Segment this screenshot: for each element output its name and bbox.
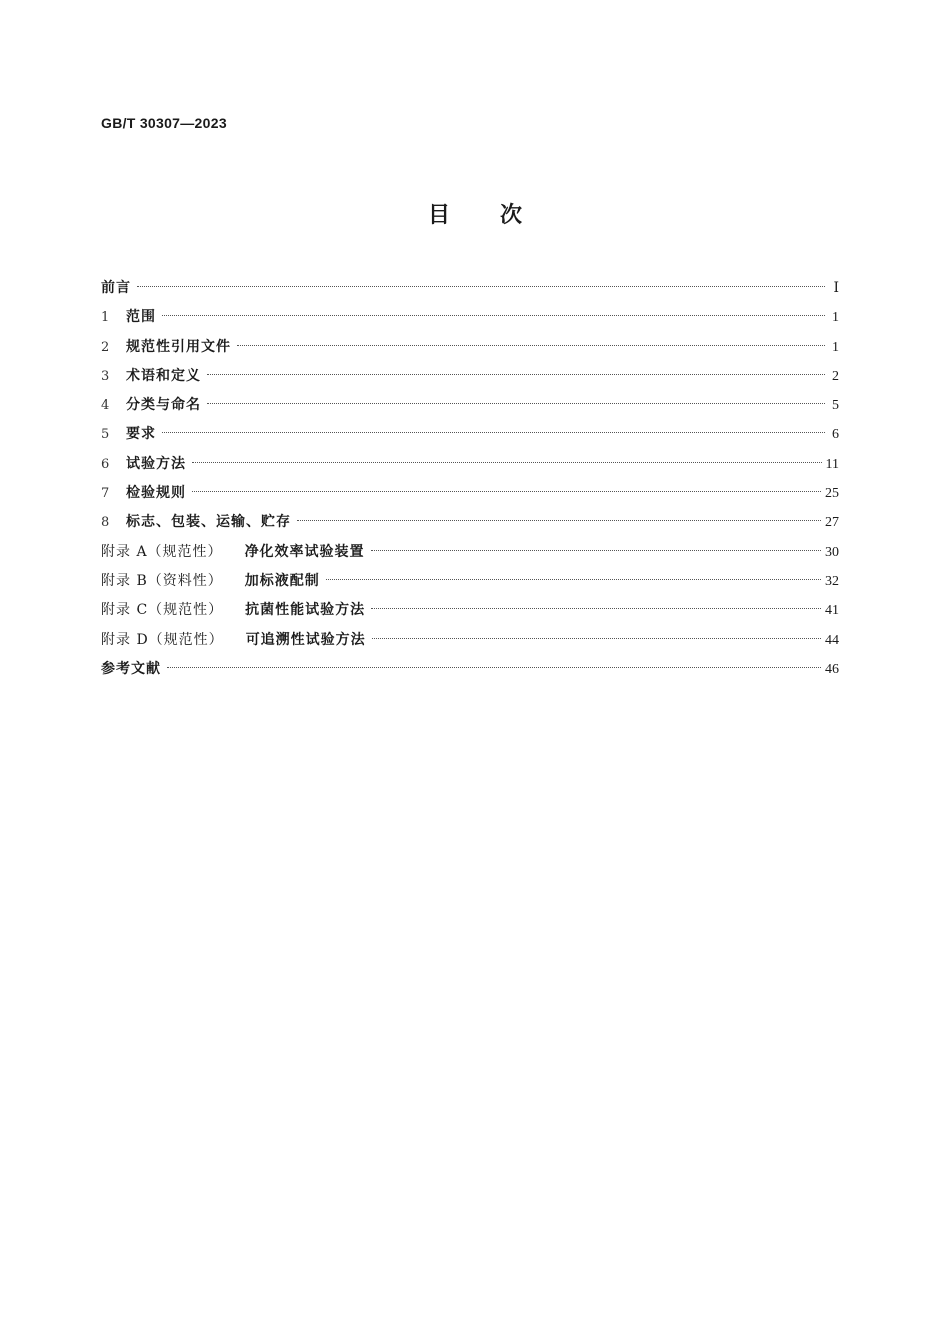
toc-title: 目次 — [427, 203, 572, 228]
toc-entry-label: 试验方法 — [126, 455, 186, 472]
toc-entry-label: 参考文献 — [101, 660, 161, 677]
toc-leader — [372, 638, 821, 639]
toc-entry-4[interactable] — [101, 391, 839, 420]
toc-annex-label: 附录 A（规范性） — [101, 543, 223, 560]
toc-leader — [371, 550, 821, 551]
toc-entry-8[interactable] — [101, 508, 839, 537]
toc-leader — [167, 667, 821, 668]
toc-leader — [137, 286, 825, 287]
toc-entry-number: 6 — [101, 456, 110, 472]
toc-entry-number: 1 — [101, 310, 110, 326]
toc-leader — [162, 432, 825, 433]
toc-entry-label: 前言 — [101, 280, 131, 296]
toc-annex-label: 附录 C（规范性） — [101, 602, 224, 619]
toc-leader — [237, 345, 825, 346]
toc-entry-bibliography[interactable] — [101, 655, 839, 684]
toc-leader — [326, 579, 821, 580]
toc-entry-number: 8 — [101, 515, 110, 531]
toc-entry-page: 25 — [825, 486, 839, 502]
toc-annex-title: 可追溯性试验方法 — [245, 631, 366, 648]
toc-entry-page: 11 — [825, 456, 839, 472]
toc-entry-annex-d[interactable] — [101, 626, 839, 655]
toc-entry-page: 44 — [825, 632, 839, 648]
toc-entry-page: 5 — [832, 398, 839, 414]
toc-entry-number: 2 — [101, 339, 110, 355]
toc-entry-page: 41 — [825, 603, 839, 619]
toc-entry-label: 分类与命名 — [126, 397, 201, 414]
toc-entry-page: 46 — [825, 661, 839, 677]
toc-entry-3[interactable] — [101, 362, 839, 391]
toc-entry-page: 32 — [825, 573, 839, 589]
toc-entry-label: 规范性引用文件 — [126, 338, 231, 355]
toc-entry-page: 30 — [825, 544, 839, 560]
toc-entry-label: 范围 — [126, 309, 156, 326]
toc-entry-label: 标志、包装、运输、贮存 — [126, 514, 291, 531]
toc-entry-5[interactable] — [101, 420, 839, 449]
toc-entry-page: Ⅰ — [833, 281, 839, 296]
toc-entry-6[interactable] — [101, 450, 839, 479]
toc-entry-page: 2 — [832, 368, 839, 384]
toc-entry-annex-b[interactable] — [101, 567, 839, 596]
toc-entry-1[interactable] — [101, 303, 839, 332]
toc-leader — [207, 403, 825, 404]
toc-entry-7[interactable] — [101, 479, 839, 508]
toc-annex-title: 抗菌性能试验方法 — [245, 602, 366, 619]
toc-annex-title: 加标液配制 — [244, 572, 320, 589]
toc-annex-label: 附录 D（规范性） — [101, 631, 224, 648]
toc-entry-label: 要求 — [126, 426, 156, 443]
toc-entry-annex-c[interactable] — [101, 596, 839, 625]
toc-leader — [207, 374, 825, 375]
toc-entry-number: 5 — [101, 427, 110, 443]
toc-leader — [192, 462, 822, 463]
toc-entry-page: 6 — [832, 427, 839, 443]
toc-entry-number: 4 — [101, 398, 110, 414]
standard-code: GB/T 30307—2023 — [101, 115, 227, 131]
toc-entry-page: 1 — [832, 310, 839, 326]
toc-entry-label: 术语和定义 — [126, 367, 201, 384]
toc-entry-number: 7 — [101, 486, 110, 502]
toc-entry-page: 1 — [832, 339, 839, 355]
toc-annex-title: 净化效率试验装置 — [244, 543, 365, 560]
toc-entry-annex-a[interactable] — [101, 538, 839, 567]
toc-entry-2[interactable] — [101, 333, 839, 362]
toc-leader — [162, 315, 825, 316]
table-of-contents — [101, 274, 839, 684]
toc-leader — [192, 491, 821, 492]
toc-entry-number: 3 — [101, 368, 110, 384]
toc-entry-foreword[interactable] — [101, 274, 839, 303]
toc-leader — [371, 608, 821, 609]
toc-annex-label: 附录 B（资料性） — [101, 572, 223, 589]
toc-entry-page: 27 — [825, 515, 839, 531]
toc-leader — [297, 520, 821, 521]
toc-entry-label: 检验规则 — [126, 485, 186, 502]
